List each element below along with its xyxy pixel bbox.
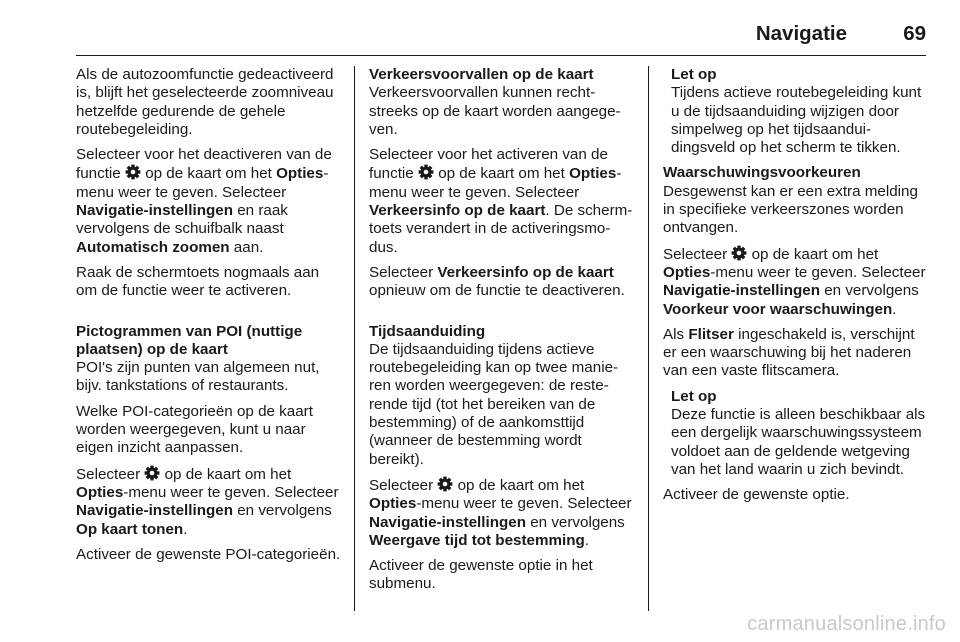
column-1 — [76, 66, 344, 571]
header-divider — [76, 55, 926, 56]
section-heading: Waarschuwingsvoorkeuren — [663, 164, 861, 182]
paragraph: Verkeersvoorvallen kunnen rechtstreeks op de kaart worden aangegeven. — [369, 84, 621, 138]
page-header — [0, 22, 960, 62]
text: -menu weer te geven. Selecteer — [369, 165, 622, 201]
paragraph: De tijdsaanduiding tijdens actieve routebegeleiding kan op twee manieren worden weergegeven: de resterende tijd (tot het bereiken van de bestemming) of de aankomsttijd (wanneer de bestemming wordt bereikt). — [369, 340, 619, 468]
paragraph: Welke POI-categorieën op de kaart worden weergegeven, kunt u naar eigen inzicht aanpassen. — [76, 402, 313, 457]
text: op de kaart om het — [747, 245, 879, 263]
paragraph — [76, 465, 344, 539]
section-heading: Pictogrammen van POI (nuttige plaatsen) op de kaart — [76, 322, 303, 358]
menu-term: Navigatie-instellingen — [369, 513, 526, 531]
paragraph — [369, 146, 633, 257]
text: -menu weer te geven. Selecteer — [123, 483, 339, 501]
paragraph: Activeer de gewenste POI-categorieën. — [76, 545, 341, 563]
menu-term: Op kaart tonen — [76, 520, 184, 538]
text: -menu weer te geven. Selecteer — [416, 495, 632, 513]
paragraph: Activeer de gewenste optie. — [663, 486, 850, 504]
section-heading: Tijdsaanduiding — [369, 322, 486, 340]
menu-term: Navigatie-instellingen — [76, 202, 233, 220]
note-text: Deze functie is alleen beschikbaar als een dergelijk waarschuwingssysteem voldoet aan de geldende wetgeving van het land waarin u zich bevindt. — [671, 406, 926, 478]
text: ingeschakeld is, verschijnt er een waarschuwing bij het naderen van een vaste flitscamera. — [663, 325, 915, 380]
menu-term: Opties — [76, 483, 124, 501]
text: Selecteer voor het activeren van de functie — [369, 146, 608, 183]
text: op de kaart om het — [140, 165, 277, 183]
menu-term: Opties — [276, 165, 324, 183]
text: op de kaart om het — [453, 476, 585, 494]
text: en vervolgens — [232, 502, 332, 520]
text: Selecteer voor het deactiveren van de functie — [76, 146, 332, 183]
text: op de kaart om het — [433, 165, 570, 183]
text: Selecteer — [76, 465, 145, 483]
text: . — [183, 520, 188, 538]
text: Selecteer — [663, 245, 732, 263]
gear-icon — [125, 164, 141, 180]
text: aan. — [229, 238, 264, 256]
menu-term: Flitser — [688, 325, 734, 343]
text: . — [584, 531, 589, 549]
menu-term: Verkeersinfo op de kaart — [369, 202, 546, 220]
menu-term: Navigatie-instellingen — [76, 502, 233, 520]
gear-icon — [437, 476, 453, 492]
paragraph: Raak de schermtoets nogmaals aan om de functie weer te activeren. — [76, 263, 320, 300]
column-divider-1 — [354, 66, 355, 611]
column-3 — [663, 66, 928, 512]
menu-term: Opties — [569, 165, 617, 183]
paragraph — [369, 264, 633, 301]
text: . — [892, 300, 897, 318]
text: en vervolgens — [819, 282, 919, 300]
menu-term: Opties — [369, 495, 417, 513]
watermark: carmanualsonline.info — [747, 613, 946, 635]
menu-term: Verkeersinfo op de kaart — [437, 263, 614, 281]
note-box — [663, 66, 928, 157]
text: Selecteer — [369, 263, 438, 281]
paragraph: Activeer de gewenste optie in het submenu. — [369, 557, 593, 593]
paragraph: Desgewenst kan er een extra melding in specifieke verkeerszones worden ontvangen. — [663, 182, 918, 237]
text: Als — [663, 325, 689, 343]
gear-icon — [418, 164, 434, 180]
paragraph — [663, 326, 928, 381]
menu-term: Weergave tijd tot bestemming — [369, 531, 585, 549]
note-title: Let op — [671, 387, 717, 405]
paragraph: POI's zijn punten van algemeen nut, bijv. tankstations of restaurants. — [76, 359, 320, 395]
note-title: Let op — [671, 66, 717, 83]
text: -menu weer te geven. Selecteer — [710, 263, 926, 281]
paragraph — [369, 476, 633, 550]
text: op de kaart om het — [160, 465, 292, 483]
note-text: Tijdens actieve routebegeleiding kunt u de tijdsaanduiding wijzigen door simpelweg op het tijdsaanduidingsveld op het scherm te tikken. — [671, 84, 922, 157]
menu-term: Voorkeur voor waarschuwingen — [663, 300, 893, 318]
text: . De schermtoets verandert in de activeringsmodus. — [369, 202, 633, 256]
menu-term: Navigatie-instellingen — [663, 282, 820, 300]
text: en vervolgens — [525, 513, 625, 531]
paragraph: Als de autozoomfunctie gedeactiveerd is, blijft het geselecteerde zoomniveau hetzelfde gedurende de gehele routebegeleiding. — [76, 66, 334, 138]
text: en raak vervolgens de schuifbalk naast — [76, 202, 288, 238]
menu-term: Automatisch zoomen — [76, 238, 230, 256]
paragraph — [663, 245, 928, 319]
gear-icon — [731, 245, 747, 261]
paragraph — [76, 146, 344, 257]
column-divider-2 — [648, 66, 649, 611]
text: opnieuw om de functie te deactiveren. — [369, 282, 625, 300]
menu-term: Opties — [663, 263, 711, 281]
column-2 — [369, 66, 633, 601]
note-box — [663, 388, 928, 479]
text: -menu weer te geven. Selecteer — [76, 165, 329, 201]
page-number: 69 — [903, 22, 926, 45]
text: Selecteer — [369, 476, 438, 494]
section-title: Navigatie — [755, 22, 847, 45]
section-heading: Verkeersvoorvallen op de kaart — [369, 66, 594, 83]
gear-icon — [144, 465, 160, 481]
